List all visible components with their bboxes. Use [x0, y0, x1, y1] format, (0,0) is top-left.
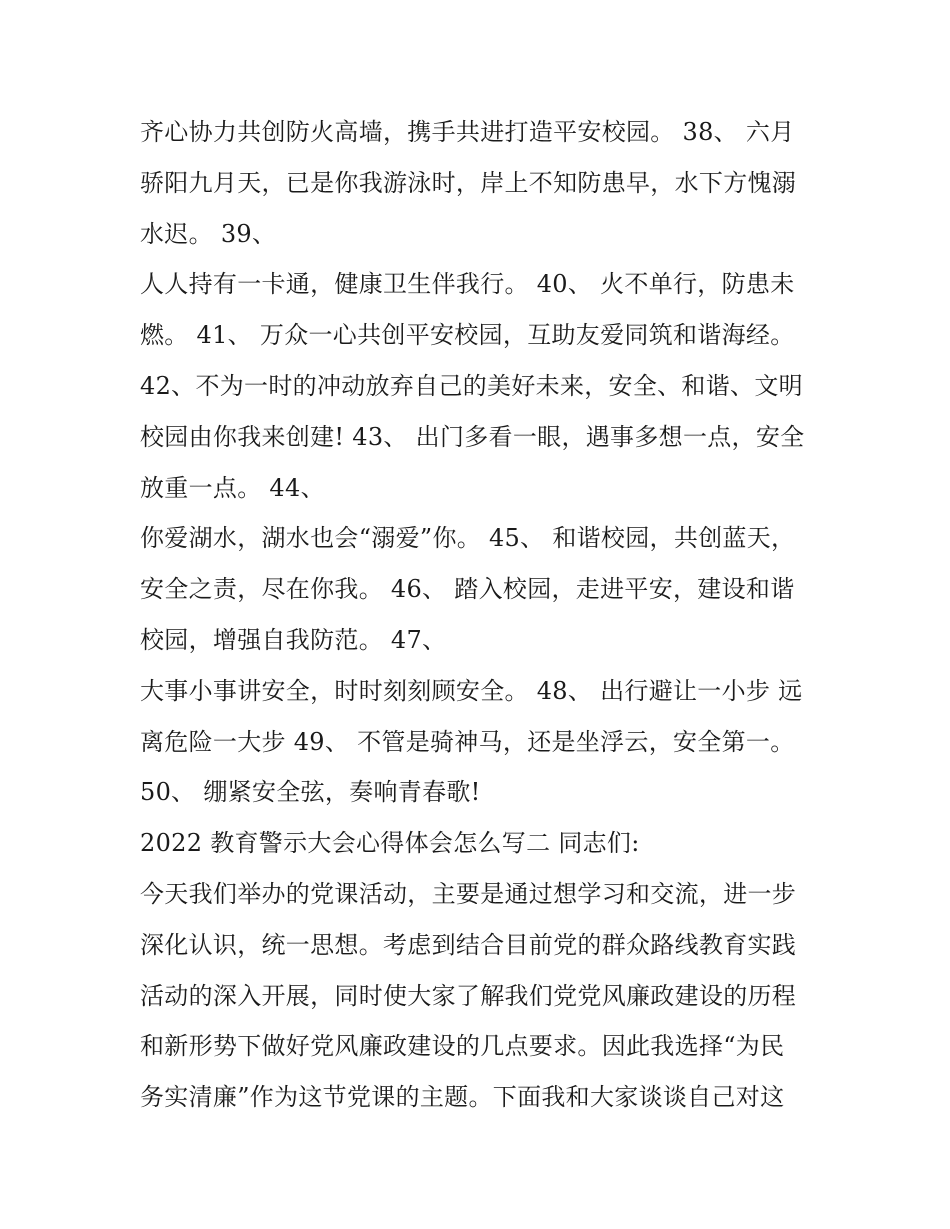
document-body	[140, 107, 830, 1123]
text-line: 安全之责，尽在你我。 46、 踏入校园，走进平安，建设和谐	[140, 575, 795, 604]
text-line: 42、不为一时的冲动放弃自己的美好未来，安全、和谐、文明	[140, 371, 803, 400]
text-line: 务实清廉”作为这节党课的主题。下面我和大家谈谈自己对这	[140, 1083, 785, 1112]
text-line: 深化认识，统一思想。考虑到结合目前党的群众路线教育实践	[140, 930, 797, 959]
text-line: 齐心协力共创防火高墙，携手共进打造平安校园。 38、 六月	[140, 118, 795, 146]
text-line: 校园由你我来创建! 43、 出门多看一眼，遇事多想一点，安全	[140, 422, 805, 451]
text-line: 燃。 41、 万众一心共创平安校园，互助友爱同筑和谐海经。	[140, 321, 795, 350]
text-line: 50、 绷紧安全弦，奏响青春歌!	[140, 778, 481, 807]
text-line: 和新形势下做好党风廉政建设的几点要求。因此我选择“为民	[140, 1032, 785, 1061]
text-line: 离危险一大步 49、 不管是骑神马，还是坐浮云，安全第一。	[140, 727, 795, 756]
text-line: 今天我们举办的党课活动，主要是通过想学习和交流，进一步	[140, 879, 797, 908]
text-line: 水迟。 39、	[140, 219, 277, 248]
text-line: 你爱湖水，湖水也会“溺爱”你。 45、 和谐校园，共创蓝天，	[140, 524, 796, 553]
text-line: 大事小事讲安全，时时刻刻顾安全。 48、 出行避让一小步 远	[140, 676, 803, 705]
text-line: 校园，增强自我防范。 47、	[140, 625, 447, 654]
text-line: 放重一点。 44、	[140, 473, 325, 502]
section-heading-line: 2022 教育警示大会心得体会怎么写二 同志们:	[140, 829, 640, 858]
text-line: 活动的深入开展，同时使大家了解我们党党风廉政建设的历程	[140, 981, 797, 1010]
text-line: 人人持有一卡通，健康卫生伴我行。 40、 火不单行，防患未	[140, 270, 795, 299]
text-line: 骄阳九月天，已是你我游泳时，岸上不知防患早，水下方愧溺	[140, 168, 797, 197]
